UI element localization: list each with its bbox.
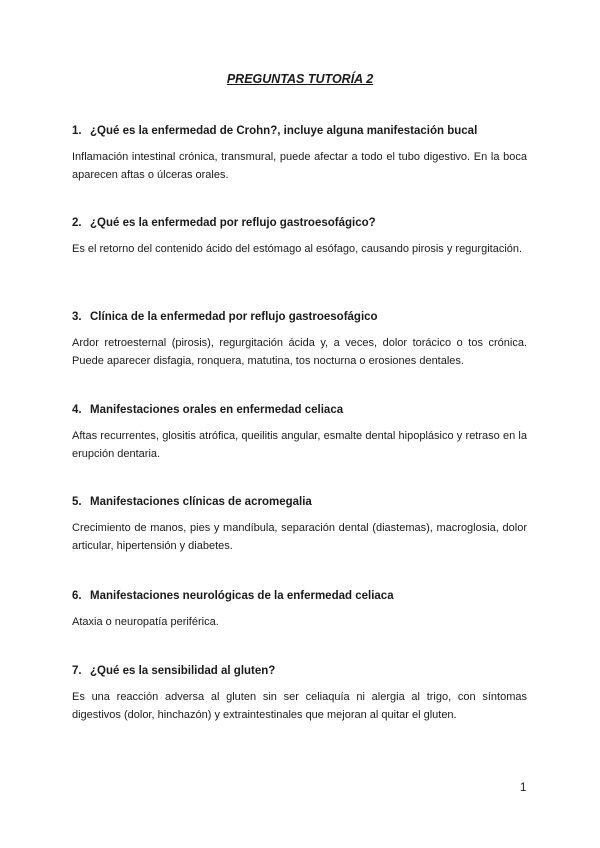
answer-text: Aftas recurrentes, glositis atrófica, queilitis angular, esmalte dental hipoplásico y retraso en la erupción dentaria. bbox=[72, 430, 527, 460]
question-block-1 bbox=[72, 124, 527, 184]
question-text: Manifestaciones orales en enfermedad celiaca bbox=[90, 404, 344, 416]
question-block-2 bbox=[72, 216, 527, 258]
answer-text: Es el retorno del contenido ácido del estómago al esófago, causando pirosis y regurgitación. bbox=[72, 243, 523, 255]
question-heading bbox=[72, 310, 527, 325]
question-heading bbox=[72, 403, 527, 418]
question-block-7 bbox=[72, 664, 527, 724]
question-number: 1. bbox=[72, 125, 82, 137]
question-number: 7. bbox=[72, 665, 82, 677]
answer-text: Inflamación intestinal crónica, transmural, puede afectar a todo el tubo digestivo. En la boca aparecen aftas o úlceras orales. bbox=[72, 151, 527, 181]
question-text: ¿Qué es la sensibilidad al gluten? bbox=[90, 665, 276, 677]
answer-text: Crecimiento de manos, pies y mandíbula, separación dental (diastemas), macroglosia, dolor articular, hipertensión y diabetes. bbox=[72, 522, 527, 552]
question-heading bbox=[72, 664, 527, 679]
question-block-4 bbox=[72, 403, 527, 463]
question-number: 5. bbox=[72, 496, 82, 508]
question-text: Clínica de la enfermedad por reflujo gastroesofágico bbox=[90, 311, 378, 323]
question-text: ¿Qué es la enfermedad por reflujo gastroesofágico? bbox=[90, 217, 376, 229]
question-heading bbox=[72, 589, 527, 604]
question-heading bbox=[72, 495, 527, 510]
question-block-5 bbox=[72, 495, 527, 555]
question-number: 2. bbox=[72, 217, 82, 229]
question-text: ¿Qué es la enfermedad de Crohn?, incluye alguna manifestación bucal bbox=[90, 125, 478, 137]
question-heading bbox=[72, 216, 527, 231]
answer-text: Es una reacción adversa al gluten sin ser celiaquía ni alergia al trigo, con síntomas digestivos (dolor, hinchazón) y extraintestinales que mejoran al quitar el gluten. bbox=[72, 691, 527, 721]
question-block-6 bbox=[72, 589, 527, 631]
answer-text: Ataxia o neuropatía periférica. bbox=[72, 616, 219, 628]
question-text: Manifestaciones neurológicas de la enfermedad celiaca bbox=[90, 590, 394, 602]
page-title: PREGUNTAS TUTORÍA 2 bbox=[226, 72, 374, 86]
question-number: 4. bbox=[72, 404, 82, 416]
question-number: 3. bbox=[72, 311, 82, 323]
question-block-3 bbox=[72, 310, 527, 370]
question-number: 6. bbox=[72, 590, 82, 602]
page-number: 1 bbox=[520, 782, 527, 794]
question-text: Manifestaciones clínicas de acromegalia bbox=[90, 496, 312, 508]
answer-text: Ardor retroesternal (pirosis), regurgitación ácida y, a veces, dolor torácico o tos crónica. Puede aparecer disfagia, ronquera, matutina, tos nocturna o erosiones dentales. bbox=[72, 337, 527, 367]
question-heading bbox=[72, 124, 527, 139]
